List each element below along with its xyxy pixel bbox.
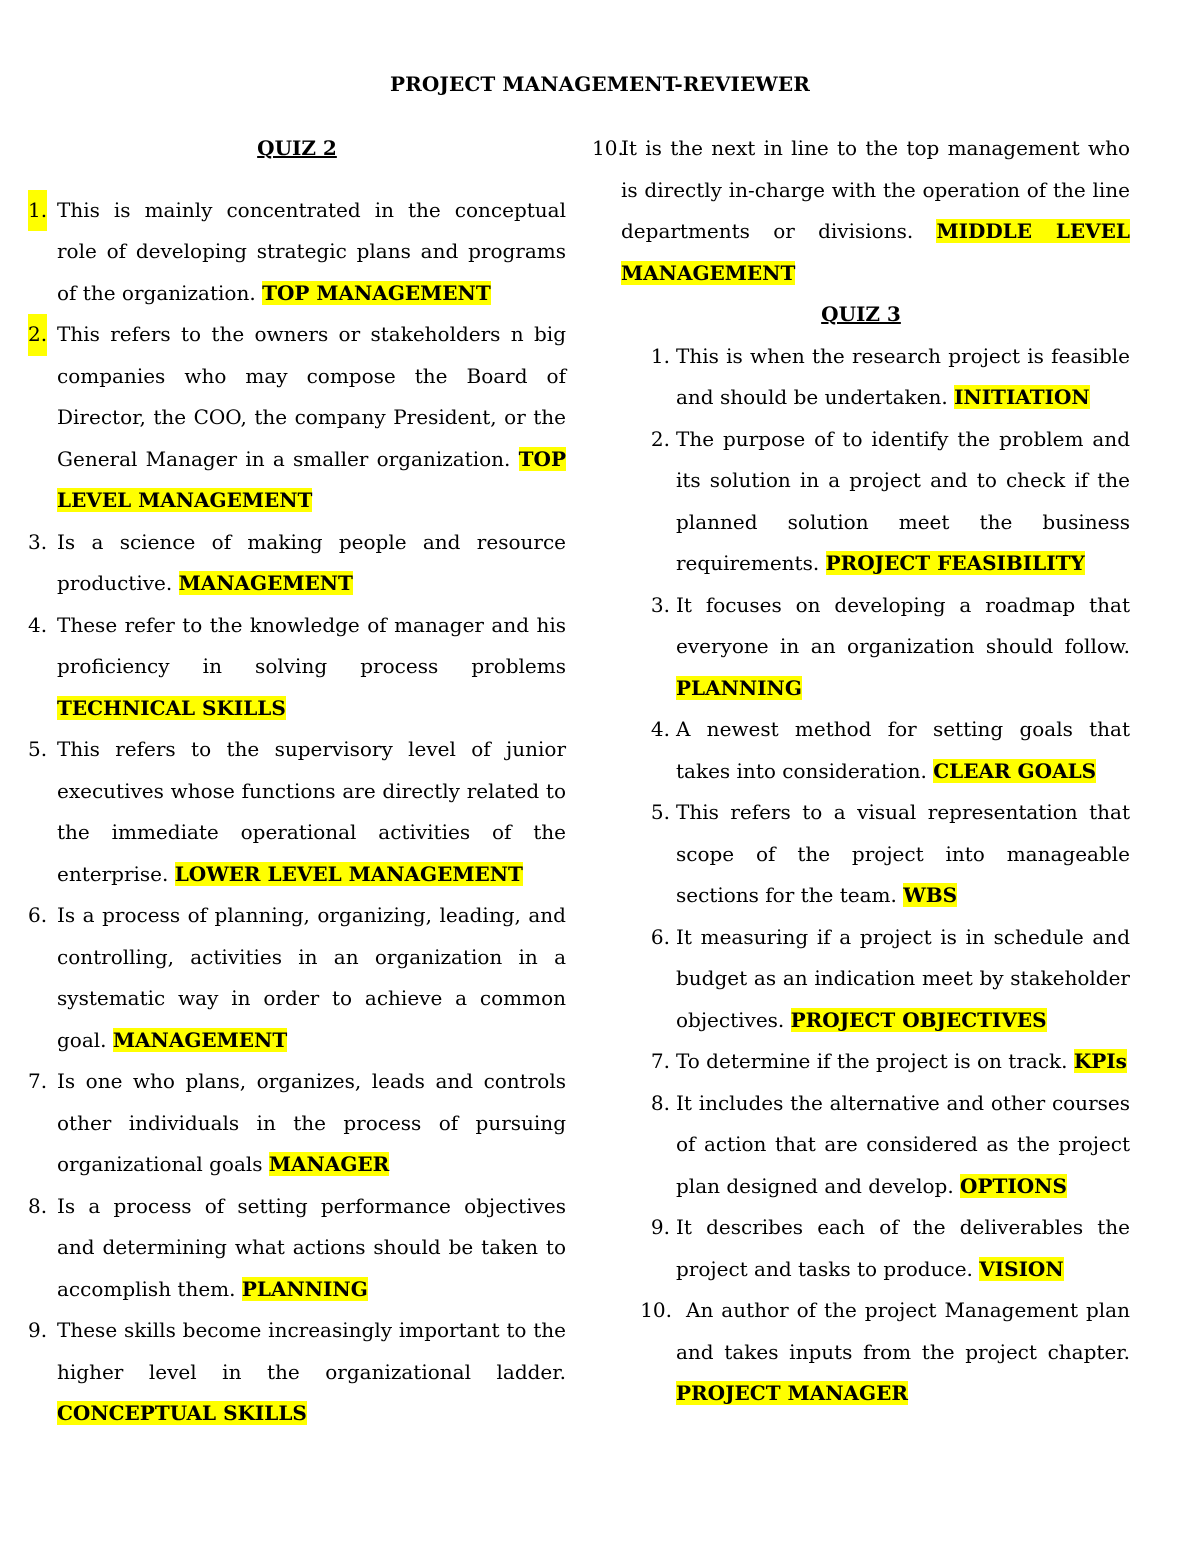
question-text: This is mainly concentrated in the conceptual role of developing strategic plans and programs of the organization. [57, 197, 566, 305]
answer-highlight: MANAGER [268, 1152, 390, 1176]
item-number: 3. [28, 529, 48, 554]
quiz3-item-2 [592, 419, 1130, 585]
item-number: 3. [650, 592, 670, 617]
item-number: 6. [650, 924, 670, 949]
left-column [28, 128, 566, 1435]
question-text: An author of the project Management plan and takes inputs from the project chapter. [676, 1298, 1130, 1364]
answer-highlight: PROJECT FEASIBILITY [825, 551, 1085, 575]
right-column [592, 128, 1130, 1415]
question-text: It describes each of the deliverables the project and tasks to produce. [676, 1215, 1130, 1281]
answer-highlight: TOP MANAGEMENT [262, 280, 491, 305]
answer-highlight: KPIs [1073, 1049, 1127, 1073]
quiz2-item-5 [28, 729, 566, 895]
quiz2-item-1 [28, 190, 566, 315]
answer-highlight: TOP LEVEL MANAGEMENT [57, 446, 566, 512]
quiz3-item-5 [592, 792, 1130, 917]
quiz2-list-continued [592, 128, 1130, 294]
quiz3-item-4 [592, 709, 1130, 792]
quiz3-item-9 [592, 1207, 1130, 1290]
quiz2-item-7 [28, 1061, 566, 1186]
answer-highlight: MIDDLE LEVEL MANAGEMENT [621, 219, 1130, 285]
item-number: 7. [650, 1049, 670, 1073]
item-number: 2. [650, 426, 670, 451]
answer-highlight: CONCEPTUAL SKILLS [57, 1401, 307, 1425]
item-number: 6. [28, 903, 48, 927]
item-number: 10. [640, 1298, 672, 1322]
answer-highlight: OPTIONS [960, 1173, 1067, 1198]
answer-highlight: PROJECT MANAGER [676, 1381, 908, 1405]
quiz3-item-3 [592, 585, 1130, 710]
question-text: The purpose of to identify the problem and its solution in a project and to check if the planned solution meet the business requirements. [676, 426, 1130, 575]
document-title: PROJECT MANAGEMENT-REVIEWER [390, 72, 810, 96]
question-text: This is when the research project is feasible and should be undertaken. [676, 343, 1130, 409]
item-number: 8. [650, 1090, 670, 1115]
answer-highlight: CLEAR GOALS [933, 758, 1097, 783]
item-number: 2. [28, 314, 47, 356]
answer-highlight: MANAGEMENT [178, 571, 353, 595]
quiz3-list [592, 336, 1130, 1415]
question-text: It measuring if a project is in schedule and budget as an indication meet by stakeholder objectives. [676, 924, 1130, 1032]
item-number: 10. [592, 136, 624, 160]
item-number: 4. [650, 717, 670, 741]
answer-highlight: VISION [979, 1256, 1064, 1281]
quiz3-item-8 [592, 1083, 1130, 1208]
question-text: This refers to the supervisory level of junior executives whose functions are directly related to the immediate operational activities of the enterprise. [57, 737, 566, 886]
question-text: It focuses on developing a roadmap that everyone in an organization should follow. [676, 592, 1130, 658]
answer-highlight: WBS [903, 883, 958, 907]
answer-highlight: PLANNING [241, 1276, 368, 1301]
quiz3-item-1 [592, 336, 1130, 419]
quiz2-item-2 [28, 314, 566, 522]
quiz2-list [28, 190, 566, 1435]
answer-highlight: INITIATION [954, 385, 1090, 409]
quiz3-item-6 [592, 917, 1130, 1042]
quiz2-item-4 [28, 605, 566, 730]
question-text: This refers to the owners or stakeholders n big companies who may compose the Board of Director, the COO, the company President, or the General Manager in a smaller organization. [57, 322, 566, 471]
question-text: It is the next in line to the top management who is directly in-charge with the operation of the line departments or divisions. [621, 136, 1130, 243]
answer-highlight: LOWER LEVEL MANAGEMENT [174, 861, 523, 886]
question-text: These skills become increasingly important to the higher level in the organizational ladder. [57, 1318, 566, 1384]
question-text: This refers to a visual representation that scope of the project into manageable sections for the team. [676, 800, 1130, 907]
question-text: Is a process of planning, organizing, leading, and controlling, activities in an organization in a systematic way in order to achieve a common goal. [57, 903, 566, 1052]
item-number: 5. [650, 800, 670, 824]
quiz2-item-9 [28, 1310, 566, 1435]
item-number: 9. [650, 1215, 670, 1239]
answer-highlight: MANAGEMENT [112, 1027, 288, 1052]
item-number: 1. [650, 343, 670, 368]
question-text: A newest method for setting goals that takes into consideration. [676, 717, 1130, 783]
question-text: Is one who plans, organizes, leads and controls other individuals in the process of pursuing organizational goals [57, 1069, 566, 1176]
item-number: 8. [28, 1193, 48, 1218]
item-number: 7. [28, 1069, 48, 1093]
answer-highlight: PLANNING [676, 675, 802, 700]
item-number: 4. [28, 612, 48, 637]
quiz3-item-7 [592, 1041, 1130, 1083]
quiz2-item-3 [28, 522, 566, 605]
quiz2-item-6 [28, 895, 566, 1061]
quiz3-item-10 [592, 1290, 1130, 1415]
quiz2-item-10 [592, 128, 1130, 294]
item-number: 9. [28, 1318, 48, 1342]
quiz3-heading: QUIZ 3 [821, 302, 901, 326]
question-text: To determine if the project is on track. [676, 1049, 1074, 1073]
answer-highlight: TECHNICAL SKILLS [57, 695, 286, 720]
question-text: It includes the alternative and other courses of action that are considered as the project plan designed and develop. [676, 1090, 1130, 1198]
quiz2-heading: QUIZ 2 [257, 136, 337, 160]
question-text: These refer to the knowledge of manager and his proficiency in solving process problems [57, 612, 566, 678]
question-text: Is a process of setting performance objectives and determining what actions should be taken to accomplish them. [57, 1193, 566, 1301]
question-text: Is a science of making people and resource productive. [57, 529, 566, 595]
item-number: 1. [28, 190, 47, 232]
item-number: 5. [28, 737, 48, 761]
answer-highlight: PROJECT OBJECTIVES [790, 1007, 1047, 1032]
quiz2-item-8 [28, 1186, 566, 1311]
